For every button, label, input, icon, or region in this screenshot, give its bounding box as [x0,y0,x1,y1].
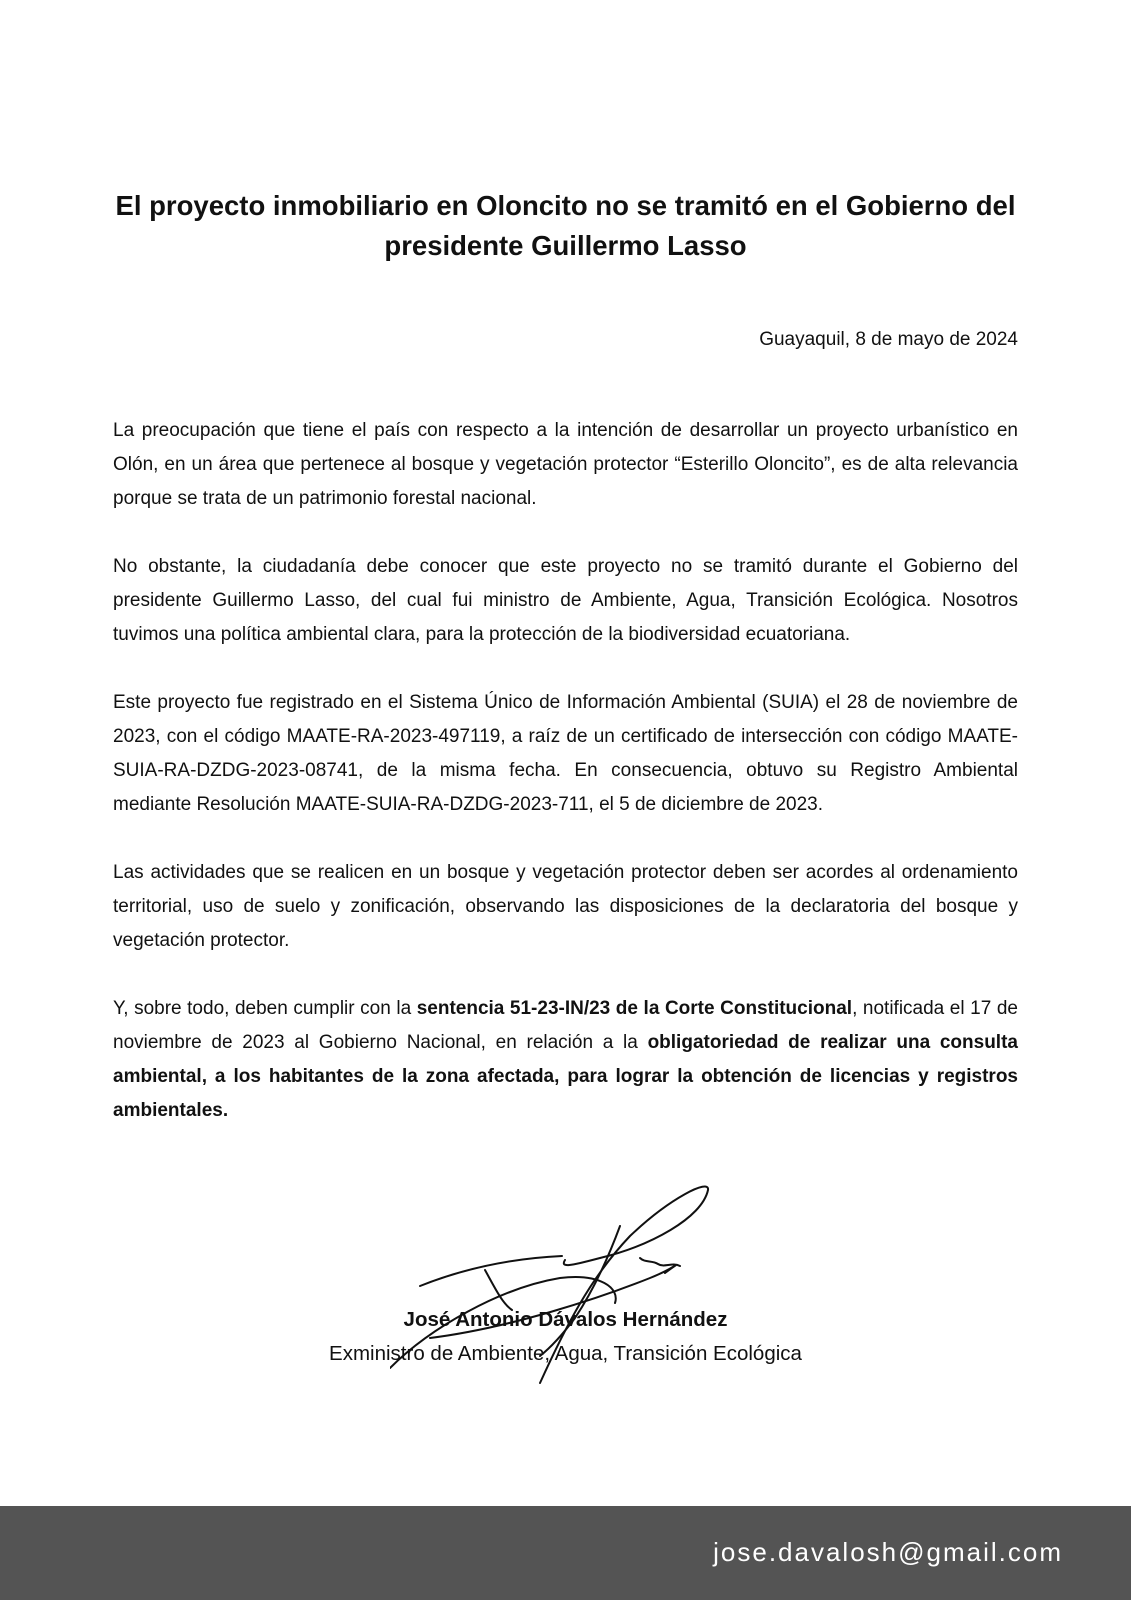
closing-text: Y, sobre todo, deben cumplir con la [113,998,417,1019]
sentence-reference: sentencia 51-23-IN/23 de la Corte Constitucional [416,998,853,1019]
signer-name: José Antonio Dávalos Hernández [403,1308,728,1331]
paragraph: Las actividades que se realicen en un bosque y vegetación protector deben ser acordes al ordenamiento territorial, uso de suelo y zonificación, observando las disposiciones de la declaratoria del bosque y vegetación protector. [113,862,1018,951]
consultation-requirement: obligatoriedad de realizar una consulta ambiental, a los habitantes de la zona afectada, para lograr la obtención de licencias y registros ambientales. [113,1032,1018,1121]
handwritten-signature [390,1178,730,1408]
closing-text: , notificada el 17 de noviembre de 2023 al Gobierno Nacional, en relación a la [113,998,1018,1053]
signer-role: Exministro de Ambiente, Agua, Transición Ecológica [329,1342,802,1365]
paragraph: Este proyecto fue registrado en el Sistema Único de Información Ambiental (SUIA) el 28 de noviembre de 2023, con el código MAATE-RA-2023-497119, a raíz de un certificado de intersección con código MAATE-SUIA-RA-DZDG-2023-08741, de la misma fecha. En consecuencia, obtuvo su Registro Ambiental mediante Resolución MAATE-SUIA-RA-DZDG-2023-711, el 5 de diciembre de 2023. [113,692,1018,815]
letter-body [113,414,1018,1162]
closing-paragraph [113,992,1018,1128]
document-title: El proyecto inmobiliario en Oloncito no se tramitó en el Gobierno del presidente Guillermo Lasso [115,190,1016,261]
footer-bar [0,1506,1131,1600]
paragraph: No obstante, la ciudadanía debe conocer que este proyecto no se tramitó durante el Gobierno del presidente Guillermo Lasso, del cual fui ministro de Ambiente, Agua, Transición Ecológica. Nosotros tuvimos una política ambiental clara, para la protección de la biodiversidad ecuatoriana. [113,556,1018,645]
dateline: Guayaquil, 8 de mayo de 2024 [759,329,1018,350]
contact-email: jose.davalosh@gmail.com [713,1537,1063,1567]
paragraph: La preocupación que tiene el país con respecto a la intención de desarrollar un proyecto urbanístico en Olón, en un área que pertenece al bosque y vegetación protector “Esterillo Oloncito”, es de alta relevancia porque se trata de un patrimonio forestal nacional. [113,420,1018,509]
